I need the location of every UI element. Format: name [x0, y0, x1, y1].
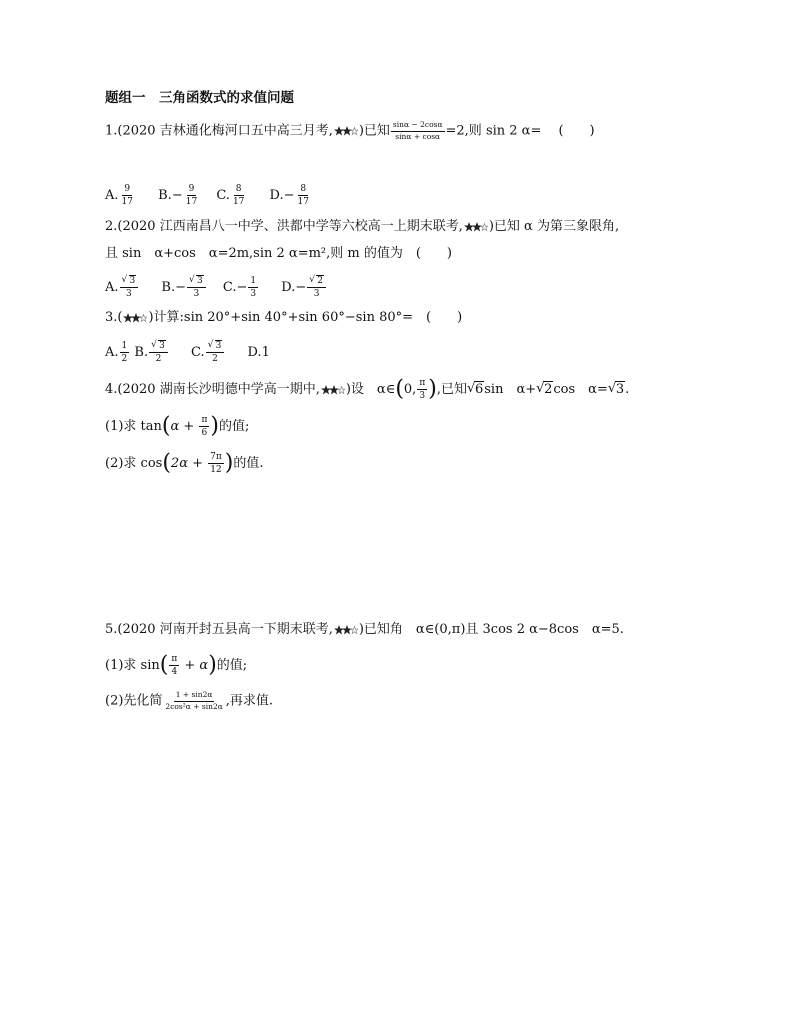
q3-option-b: B. √ $\frac{3}{2}$ — [134, 345, 168, 360]
q3-suffix: )计算:sin 20°+sin 40°+sin 60°−sin 80°= ( ) — [148, 310, 463, 325]
q5-part-2: (2)先化简 $\frac{1 + \sin 2\alpha}{\text{2cos²α + sin2α}}$ ,再求值. — [105, 690, 274, 711]
question-5 — [105, 622, 624, 638]
q5-suffix: )已知角 α∈(0,π)且 3cos 2 α−8cos α=5. — [358, 622, 624, 637]
q3-options — [105, 341, 270, 364]
q5-prefix: 5.(2020 河南开封五县高一下期末联考, — [105, 622, 333, 637]
q2-option-a: A. √ $\frac{3}{3}$ — [105, 280, 139, 295]
question-4: 4.(2020 湖南长沙明德中学高一期中, )设 α∈(0, $\frac{\pi}{3}$ ),已知√ 6sin α+√ 2cos α=√ 3. — [105, 378, 629, 401]
q4-prefix: 4.(2020 湖南长沙明德中学高一期中, — [105, 382, 320, 397]
q4-mid: )设 α∈ — [345, 382, 396, 397]
difficulty-stars-icon — [464, 221, 488, 233]
q3-prefix: 3.( — [105, 310, 123, 325]
q1-option-c: C. $\frac{8}{17}$ — [216, 184, 245, 207]
q2-option-b: B.− √ $\frac{3}{3}$ — [161, 280, 206, 295]
section-title: 题组一 三角函数式的求值问题 — [105, 90, 294, 106]
q1-fraction — [391, 121, 445, 141]
q1-options — [105, 184, 312, 207]
q1-frac-den: sinα + cosα — [395, 131, 441, 141]
q1-mid: )已知 — [358, 123, 390, 139]
q2-options — [105, 276, 327, 299]
q1-option-b: B.− $\frac{9}{17}$ — [158, 184, 198, 207]
q2-line2: 且 sin α+cos α=2m,sin 2 α=m²,则 m 的值为 ( ) — [105, 246, 453, 261]
question-1 — [105, 121, 595, 141]
q2-line1-prefix: 2.(2020 江西南昌八一中学、洪都中学等六校高一上期末联考, — [105, 219, 463, 234]
q1-suffix: =2,则 sin 2 α= ( ) — [445, 123, 595, 139]
q4-part-2: (2)求 cos(2α + $\frac{7\pi}{12}$ )的值. — [105, 450, 264, 476]
difficulty-stars-icon — [321, 384, 345, 396]
question-3 — [105, 310, 462, 326]
q2-option-d: D.− √ $\frac{2}{3}$ — [281, 280, 327, 295]
q1-frac-num: sinα − 2cosα — [391, 121, 445, 132]
question-2 — [105, 219, 619, 235]
difficulty-stars-icon — [334, 624, 358, 636]
q3-option-c: C. √ $\frac{3}{2}$ — [191, 345, 225, 360]
q2-option-c: C.− $\frac{1}{3}$ — [222, 276, 257, 299]
q1-option-d: D.− $\frac{8}{17}$ — [269, 184, 309, 207]
q5-part-1: (1)求 sin( $\frac{\pi}{4}$ + α)的值; — [105, 652, 248, 678]
q4-part-1: (1)求 tan(α + $\frac{\pi}{6}$ )的值; — [105, 413, 250, 439]
difficulty-stars-icon — [334, 125, 358, 137]
q1-option-a: A. $\frac{9}{17}$ — [105, 184, 133, 207]
q3-option-d: D.1 — [247, 345, 270, 360]
q3-option-a: A. $\frac{1}{2}$ — [105, 341, 128, 364]
q2-line1-suffix: )已知 α 为第三象限角, — [488, 219, 620, 234]
q1-prefix: 1.(2020 吉林通化梅河口五中高三月考, — [105, 123, 333, 139]
difficulty-stars-icon — [123, 312, 147, 324]
